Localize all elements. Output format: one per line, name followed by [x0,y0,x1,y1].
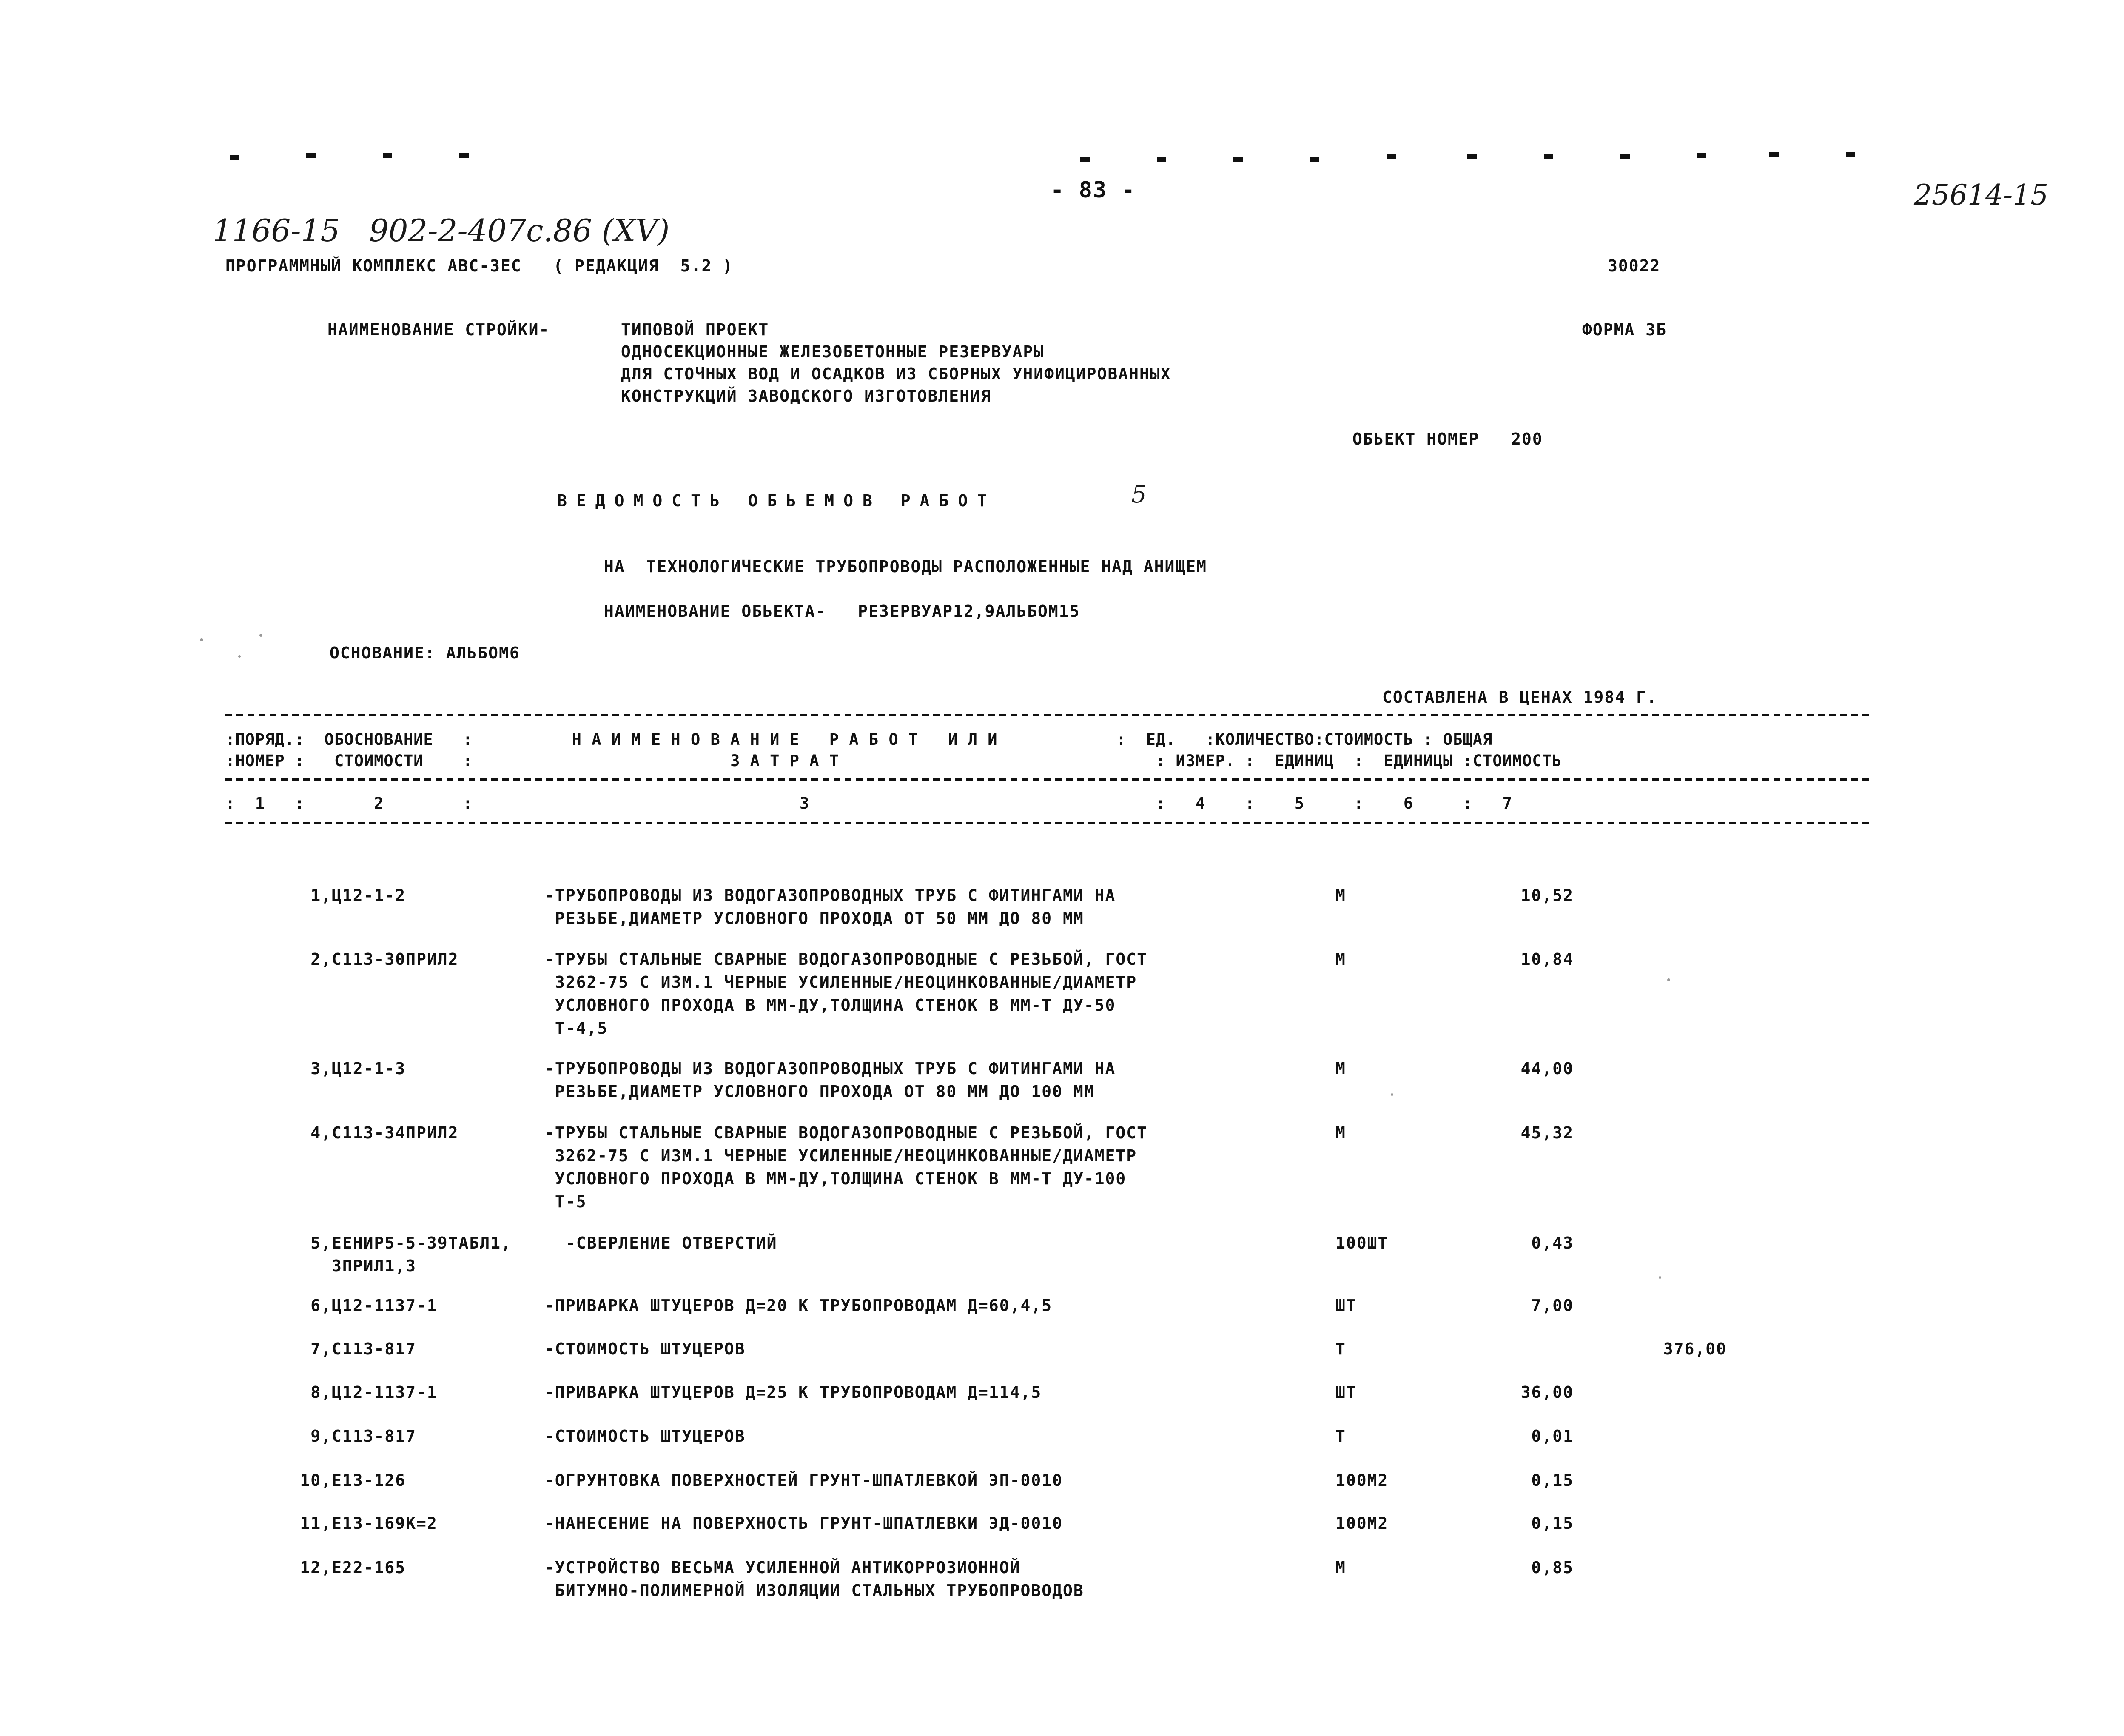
scan-noise [1391,1093,1393,1096]
row-description-line: -ПРИВАРКА ШТУЦЕРОВ Д=25 К ТРУБОПРОВОДАМ Д=114,5 [544,1383,1042,1402]
row-unit: М [1335,1123,1346,1142]
row-basis-code: ЕЕНИР5-5-39ТАБЛ1, [332,1234,512,1252]
row-basis-code: Ц12-1137-1 [332,1383,438,1402]
row-order-number: 10, [300,1471,332,1490]
handwritten-project-code: 1166-15 902-2-407c.86 (XV) [213,213,670,248]
scan-noise [1659,1276,1661,1279]
row-quantity: 0,85 [1531,1558,1574,1577]
row-description-line: -ТРУБЫ СТАЛЬНЫЕ СВАРНЫЕ ВОДОГАЗОПРОВОДНЫЕ С РЕЗЬБОЙ, ГОСТ [544,950,1148,969]
table-rule [225,822,1871,824]
row-description-line: -ТРУБЫ СТАЛЬНЫЕ СВАРНЫЕ ВОДОГАЗОПРОВОДНЫЕ С РЕЗЬБОЙ, ГОСТ [544,1123,1148,1142]
row-unit: ШТ [1335,1383,1357,1402]
row-basis-code: С113-817 [332,1340,417,1358]
scan-mark [1387,154,1396,159]
row-quantity: 0,43 [1531,1234,1574,1252]
row-quantity: 0,15 [1531,1471,1574,1490]
object-name: НАИМЕНОВАНИЕ ОБЬЕКТА- РЕЗЕРВУАР12,9АЛЬБОМ15 [604,602,1080,621]
row-basis-code: С113-34ПРИЛ2 [332,1123,459,1142]
row-unit: М [1335,1059,1346,1078]
scan-mark [230,155,239,160]
row-description-line: -ТРУБОПРОВОДЫ ИЗ ВОДОГАЗОПРОВОДНЫХ ТРУБ С ФИТИНГАМИ НА [544,886,1116,905]
row-description-line: РЕЗЬБЕ,ДИАМЕТР УСЛОВНОГО ПРОХОДА ОТ 50 ММ ДО 80 ММ [544,909,1084,928]
row-order-number: 4, [310,1123,332,1142]
row-basis-code: Ц12-1-2 [332,886,406,905]
row-unit-price: 376,00 [1663,1340,1727,1358]
scan-noise [238,655,241,658]
row-order-number: 11, [300,1514,332,1533]
row-description-line: Т-4,5 [544,1019,608,1038]
document-title: ВЕДОМОСТЬ ОБЬЕМОВ РАБОТ [557,491,997,510]
program-line: ПРОГРАММНЫЙ КОМПЛЕКС АВС-3ЕС ( РЕДАКЦИЯ 5.2 ) [225,257,734,275]
row-quantity: 44,00 [1520,1059,1574,1078]
scan-mark [1769,152,1779,157]
row-basis-code: С113-30ПРИЛ2 [332,950,459,969]
row-description-line: -СТОИМОСТЬ ШТУЦЕРОВ [544,1427,746,1445]
row-basis-code-continuation: 3ПРИЛ1,3 [332,1257,417,1275]
table-header-line-1: :ПОРЯД.: ОБОСНОВАНИЕ : Н А И М Е Н О В А Н И Е Р А Б О Т И Л И : ЕД. :КОЛИЧЕСТВО:СТОИМОСТЬ : ОБЩАЯ [225,730,1493,749]
object-number: ОБЬЕКТ НОМЕР 200 [1352,430,1543,448]
row-quantity: 36,00 [1520,1383,1574,1402]
row-description-line: -ТРУБОПРОВОДЫ ИЗ ВОДОГАЗОПРОВОДНЫХ ТРУБ С ФИТИНГАМИ НА [544,1059,1116,1078]
table-rule [225,714,1871,716]
construction-label: НАИМЕНОВАНИЕ СТРОЙКИ- [327,320,550,339]
row-description-line: -СТОИМОСТЬ ШТУЦЕРОВ [544,1340,746,1358]
row-description-line: -НАНЕСЕНИЕ НА ПОВЕРХНОСТЬ ГРУНТ-ШПАТЛЕВКИ ЭД-0010 [544,1514,1063,1533]
scan-mark [383,153,392,158]
prices-line: СОСТАВЛЕНА В ЦЕНАХ 1984 Г. [1382,688,1657,707]
row-quantity: 45,32 [1520,1123,1574,1142]
handwritten-title-number: 5 [1131,481,1147,508]
row-description-line: 3262-75 С ИЗМ.1 ЧЕРНЫЕ УСИЛЕННЫЕ/НЕОЦИНКОВАННЫЕ/ДИАМЕТР [544,1146,1137,1165]
table-header-column-numbers: : 1 : 2 : 3 : 4 : 5 : 6 : 7 [225,794,1512,812]
scan-mark [1157,157,1166,162]
table-header-line-2: :НОМЕР : СТОИМОСТИ : З А Т Р А Т : ИЗМЕР. : ЕДИНИЦ : ЕДИНИЦЫ :СТОИМОСТЬ [225,752,1562,770]
scan-mark [1080,157,1090,162]
scan-noise [1667,978,1670,981]
document-subtitle: НА ТЕХНОЛОГИЧЕСКИЕ ТРУБОПРОВОДЫ РАСПОЛОЖЕННЫЕ НАД АНИЩЕМ [604,557,1207,576]
scan-mark [1467,154,1477,159]
row-order-number: 12, [300,1558,332,1577]
row-quantity: 10,84 [1520,950,1574,969]
row-order-number: 1, [310,886,332,905]
page-number: - 83 - [1051,177,1136,203]
basis-line: ОСНОВАНИЕ: АЛЬБОМ6 [330,644,520,662]
row-order-number: 9, [310,1427,332,1445]
row-unit: Т [1335,1340,1346,1358]
scan-mark [1544,154,1553,159]
scan-noise [259,634,262,637]
scan-noise [200,638,203,641]
scan-mark [459,153,469,158]
row-unit: 100М2 [1335,1471,1389,1490]
row-quantity: 7,00 [1531,1296,1574,1315]
scan-mark [1233,157,1243,162]
row-order-number: 3, [310,1059,332,1078]
construction-line: ТИПОВОЙ ПРОЕКТ [621,320,769,339]
row-description-line: БИТУМНО-ПОЛИМЕРНОЙ ИЗОЛЯЦИИ СТАЛЬНЫХ ТРУБОПРОВОДОВ [544,1581,1084,1600]
row-description-line: 3262-75 С ИЗМ.1 ЧЕРНЫЕ УСИЛЕННЫЕ/НЕОЦИНКОВАННЫЕ/ДИАМЕТР [544,973,1137,992]
table-rule [225,778,1871,781]
row-order-number: 5, [310,1234,332,1252]
row-order-number: 8, [310,1383,332,1402]
row-description-line: УСЛОВНОГО ПРОХОДА В ММ-ДУ,ТОЛЩИНА СТЕНОК В ММ-Т ДУ-50 [544,996,1116,1015]
row-unit: М [1335,1558,1346,1577]
row-unit: ШТ [1335,1296,1357,1315]
row-description-line: Т-5 [544,1192,587,1211]
row-description-line: РЕЗЬБЕ,ДИАМЕТР УСЛОВНОГО ПРОХОДА ОТ 80 ММ ДО 100 ММ [544,1082,1095,1101]
construction-line: КОНСТРУКЦИЙ ЗАВОДСКОГО ИЗГОТОВЛЕНИЯ [621,387,991,405]
row-basis-code: Е13-126 [332,1471,406,1490]
document-code: 30022 [1608,257,1661,275]
construction-line: ДЛЯ СТОЧНЫХ ВОД И ОСАДКОВ ИЗ СБОРНЫХ УНИФИЦИРОВАННЫХ [621,365,1171,383]
row-basis-code: С113-817 [332,1427,417,1445]
row-description-line: -ПРИВАРКА ШТУЦЕРОВ Д=20 К ТРУБОПРОВОДАМ Д=60,4,5 [544,1296,1053,1315]
row-order-number: 7, [310,1340,332,1358]
row-order-number: 6, [310,1296,332,1315]
form-label: ФОРМА 3Б [1582,320,1667,339]
row-basis-code: Е13-169К=2 [332,1514,438,1533]
row-unit: 100М2 [1335,1514,1389,1533]
scan-mark [1697,153,1706,158]
scan-mark [1846,152,1855,157]
row-unit: М [1335,886,1346,905]
row-order-number: 2, [310,950,332,969]
scan-mark [306,153,316,158]
construction-line: ОДНОСЕКЦИОННЫЕ ЖЕЛЕЗОБЕТОННЫЕ РЕЗЕРВУАРЫ [621,342,1045,361]
scan-mark [1620,154,1630,159]
row-unit: 100ШТ [1335,1234,1389,1252]
row-basis-code: Ц12-1137-1 [332,1296,438,1315]
row-description-line: -ОГРУНТОВКА ПОВЕРХНОСТЕЙ ГРУНТ-ШПАТЛЕВКОЙ ЭП-0010 [544,1471,1063,1490]
scan-mark [1310,157,1319,162]
row-unit: М [1335,950,1346,969]
row-unit: Т [1335,1427,1346,1445]
row-basis-code: Е22-165 [332,1558,406,1577]
row-description-line: УСЛОВНОГО ПРОХОДА В ММ-ДУ,ТОЛЩИНА СТЕНОК В ММ-Т ДУ-100 [544,1169,1127,1188]
row-basis-code: Ц12-1-3 [332,1059,406,1078]
row-description-line: -УСТРОЙСТВО ВЕСЬМА УСИЛЕННОЙ АНТИКОРРОЗИОННОЙ [544,1558,1021,1577]
row-quantity: 0,01 [1531,1427,1574,1445]
row-description-line: -СВЕРЛЕНИЕ ОТВЕРСТИЙ [566,1234,777,1252]
handwritten-archive-number: 25614-15 [1914,179,2049,211]
row-quantity: 10,52 [1520,886,1574,905]
row-quantity: 0,15 [1531,1514,1574,1533]
